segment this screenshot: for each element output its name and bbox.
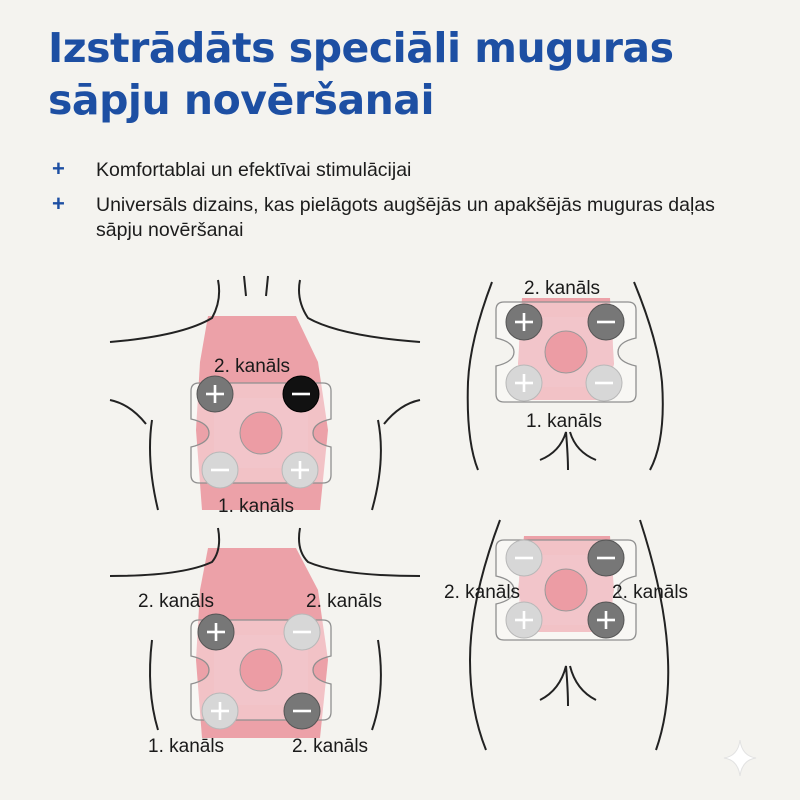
plus-icon: + bbox=[52, 191, 65, 216]
channel-label: 2. kanāls bbox=[524, 278, 601, 299]
electrode-plus-icon bbox=[282, 452, 318, 488]
electrode-plus-icon bbox=[506, 304, 542, 340]
electrode-minus-icon bbox=[588, 540, 624, 576]
electrode-minus-icon bbox=[588, 304, 624, 340]
electrode-minus-icon bbox=[506, 540, 542, 576]
electrode-minus-icon bbox=[284, 614, 320, 650]
channel-label: 2. kanāls bbox=[214, 356, 291, 377]
plus-icon: + bbox=[52, 156, 65, 181]
channel-label: 1. kanāls bbox=[526, 411, 603, 432]
electrode-minus-icon bbox=[284, 693, 320, 729]
channel-label: 1. kanāls bbox=[148, 736, 225, 757]
electrode-plus-icon bbox=[588, 602, 624, 638]
channel-label: 2. kanāls bbox=[138, 591, 215, 612]
channel-label: 2. kanāls bbox=[444, 582, 521, 603]
electrode-plus-icon bbox=[506, 365, 542, 401]
page-title: Izstrādāts speciāli muguras sāpju novēršanai bbox=[48, 24, 674, 124]
electrode-plus-icon bbox=[202, 693, 238, 729]
electrode-plus-icon bbox=[197, 376, 233, 412]
channel-label: 2. kanāls bbox=[612, 582, 689, 603]
electrode-plus-icon bbox=[506, 602, 542, 638]
channel-label: 1. kanāls bbox=[218, 496, 295, 517]
electrode-plus-icon bbox=[198, 614, 234, 650]
channel-label: 2. kanāls bbox=[306, 591, 383, 612]
feature-text: Universāls dizains, kas pielāgots augšējās un apakšējās muguras daļas sāpju novēršanai bbox=[96, 194, 715, 241]
electrode-minus-icon bbox=[586, 365, 622, 401]
channel-label: 2. kanāls bbox=[292, 736, 369, 757]
electrode-minus-icon bbox=[283, 376, 319, 412]
electrode-minus-icon bbox=[202, 452, 238, 488]
feature-text: Komfortablai un efektīvai stimulācijai bbox=[96, 159, 412, 181]
sparkle-icon bbox=[724, 740, 756, 776]
